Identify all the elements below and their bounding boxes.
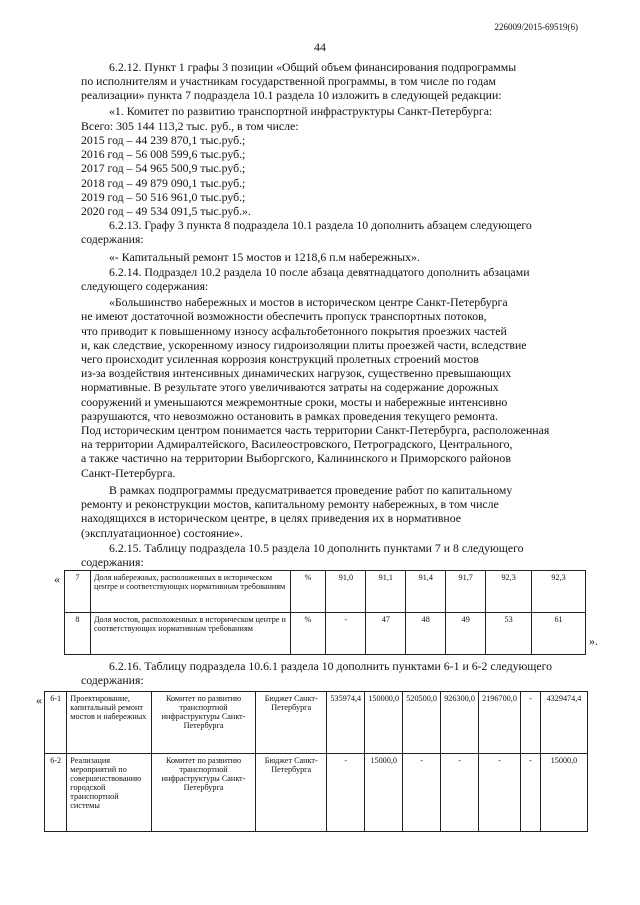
text-line: (эксплуатационное) состояние». <box>81 525 243 540</box>
value-cell: 2196700,0 <box>479 692 521 754</box>
funding-source: Бюджет Санкт-Петербурга <box>256 754 327 832</box>
table-activities <box>44 691 588 832</box>
text-line: из-за воздействия интенсивных динамических нагрузок, существенно превышающих <box>81 366 512 381</box>
value-cell: 49 <box>446 613 486 655</box>
row-number: 7 <box>65 571 91 613</box>
text-line: ремонту и реконструкции мостов, капитальному ремонту набережных, в том числе <box>81 497 499 512</box>
quote-paragraph-1 <box>81 295 600 480</box>
text-line: чего происходит усиленная коррозия конструкций пролетных строений мостов <box>81 352 479 367</box>
value-cell: - <box>326 613 366 655</box>
value-cell: 92,3 <box>486 571 532 613</box>
executor: Комитет по развитию транспортной инфраструктуры Санкт-Петербурга <box>151 692 255 754</box>
table-row <box>45 754 588 832</box>
text-line: и, как следствие, ускоренному износу гидроизоляции плиты проезжей части, вследствие <box>81 337 527 352</box>
text-line: содержания: <box>81 673 144 688</box>
value-cell: 91,7 <box>446 571 486 613</box>
value-cell: 926300,0 <box>441 692 479 754</box>
text-line: сооружений и уменьшаются межремонтные сроки, мосты и набережные интенсивно <box>81 394 508 409</box>
text-line: не имеют достаточной возможности обеспечить пропуск транспортных потоков, <box>81 309 487 324</box>
text-line: содержания: <box>81 232 144 247</box>
text-line: 6.2.12. Пункт 1 графы 3 позиции «Общий объем финансирования подпрограммы <box>109 60 517 74</box>
value-cell: 61 <box>532 613 586 655</box>
total-line: Всего: 305 144 113,2 тыс. руб., в том числе: <box>81 118 299 133</box>
table2-open-quote: « <box>36 693 42 707</box>
document-number: 226009/2015-69519(6) <box>494 22 578 32</box>
text-line: Санкт-Петербурга. <box>81 465 176 480</box>
value-cell: - <box>403 754 441 832</box>
table-row <box>65 613 586 655</box>
value-cell: 48 <box>406 613 446 655</box>
value-cell: 15000,0 <box>365 754 403 832</box>
value-cell: 47 <box>366 613 406 655</box>
text-line: по исполнителям и участникам государственной программы, в том числе по годам <box>81 74 496 89</box>
paragraph-6-2-12 <box>81 60 600 103</box>
value-cell: - <box>520 692 540 754</box>
table1-open-quote: « <box>54 572 60 586</box>
year-line: 2016 год – 56 008 599,6 тыс.руб.; <box>81 147 246 162</box>
paragraph-6-2-15 <box>81 541 600 569</box>
text-line: содержания: <box>81 554 144 569</box>
value-cell: 91,4 <box>406 571 446 613</box>
text-line: 6.2.16. Таблицу подраздела 10.6.1 раздела 10 дополнить пунктами 6-1 и 6-2 следующего <box>109 659 553 673</box>
value-cell: 520500,0 <box>403 692 441 754</box>
text-line: находящихся в историческом центре, в целях приведения их в нормативное <box>81 511 461 526</box>
document-body <box>81 60 600 569</box>
value-cell: 53 <box>486 613 532 655</box>
value-cell: 4329474,4 <box>540 692 587 754</box>
row-number: 6-1 <box>45 692 67 754</box>
unit: % <box>290 613 326 655</box>
row-number: 6-2 <box>45 754 67 832</box>
paragraph-6-2-13 <box>81 218 600 246</box>
text-line: реализации» пункта 7 подраздела 10.1 раздела 10 изложить в следующей редакции: <box>81 88 502 103</box>
text-line: «Большинство набережных и мостов в историческом центре Санкт-Петербурга <box>109 295 508 310</box>
table1-close-quote: ». <box>589 634 598 648</box>
text-line: следующего содержания: <box>81 279 209 294</box>
text-line: 6.2.13. Графу 3 пункта 8 подраздела 10.1 раздела 10 дополнить абзацем следующего <box>109 218 532 233</box>
value-cell: - <box>520 754 540 832</box>
text-line: на территории Адмиралтейского, Василеостровского, Петроградского, Центрального, <box>81 437 513 452</box>
table-row <box>65 571 586 613</box>
paragraph-6-2-14 <box>81 265 600 293</box>
text-line: а также частично на территории Выборгского, Калининского и Приморского районов <box>81 451 511 466</box>
table-indicators <box>64 570 586 655</box>
indicator-name: Доля набережных, расположенных в историческом центре и соответствующих нормативным требованиям <box>90 571 290 613</box>
value-cell: 535974,4 <box>327 692 365 754</box>
quote-paragraph-2 <box>81 483 600 540</box>
table-row <box>45 692 588 754</box>
indicator-name: Доля мостов, расположенных в историческом центре и соответствующих нормативным требованиям <box>90 613 290 655</box>
quote-line: «- Капитальный ремонт 15 мостов и 1218,6 п.м набережных». <box>109 249 420 264</box>
value-cell: 91,1 <box>366 571 406 613</box>
activity-name: Проектирование, капитальный ремонт мостов и набережных <box>67 692 152 754</box>
unit: % <box>290 571 326 613</box>
executor: Комитет по развитию транспортной инфраструктуры Санкт-Петербурга <box>151 754 255 832</box>
value-cell: 92,3 <box>532 571 586 613</box>
value-cell: - <box>441 754 479 832</box>
funding-source: Бюджет Санкт-Петербурга <box>256 692 327 754</box>
value-cell: - <box>327 754 365 832</box>
value-cell: - <box>479 754 521 832</box>
year-line: 2020 год – 49 534 091,5 тыс.руб.». <box>81 204 251 219</box>
year-line: 2015 год – 44 239 870,1 тыс.руб.; <box>81 133 246 148</box>
text-line: разрушаются, что невозможно остановить в рамках проведения текущего ремонта. <box>81 408 498 423</box>
activity-name: Реализация мероприятий по совершенствованию городской транспортной системы <box>67 754 152 832</box>
value-cell: 91,0 <box>326 571 366 613</box>
paragraph-6-2-16 <box>81 659 600 687</box>
year-line: 2018 год – 49 879 090,1 тыс.руб.; <box>81 175 246 190</box>
text-line: 6.2.14. Подраздел 10.2 раздела 10 после абзаца девятнадцатого дополнить абзацами <box>109 264 530 279</box>
year-line: 2017 год – 54 965 500,9 тыс.руб.; <box>81 161 246 176</box>
text-line: что приводит к повышенному износу асфальтобетонного покрытия проезжих частей <box>81 323 507 338</box>
row-number: 8 <box>65 613 91 655</box>
text-line: Под историческим центром понимается часть территории Санкт-Петербурга, расположенная <box>81 423 550 438</box>
year-line: 2019 год – 50 516 961,0 тыс.руб.; <box>81 189 246 204</box>
value-cell: 15000,0 <box>540 754 587 832</box>
text-line: 6.2.15. Таблицу подраздела 10.5 раздела 10 дополнить пунктами 7 и 8 следующего <box>109 540 524 555</box>
page-number: 44 <box>314 40 326 54</box>
text-line: нормативные. В результате этого увеличиваются затраты на содержание дорожных <box>81 380 499 395</box>
text-line: В рамках подпрограммы предусматривается проведение работ по капитальному <box>109 482 513 497</box>
paragraph-6-2-16-text <box>81 659 600 687</box>
value-cell: 150000,0 <box>365 692 403 754</box>
committee-line: «1. Комитет по развитию транспортной инфраструктуры Санкт-Петербурга: <box>109 103 493 118</box>
